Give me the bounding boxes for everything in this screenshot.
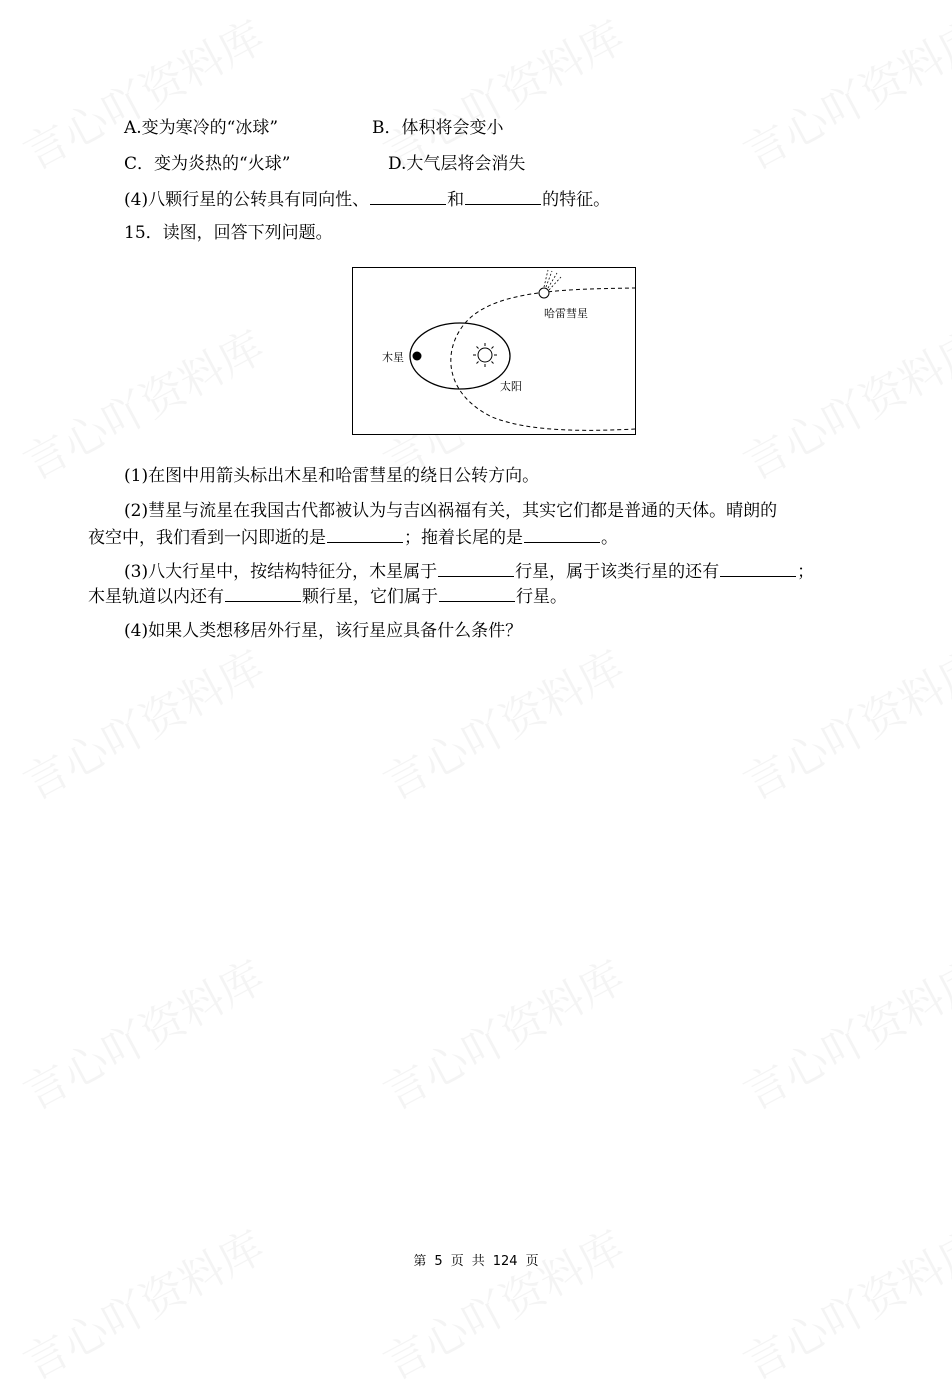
question-text: 夜空中，我们看到一闪即逝的是 <box>88 528 326 548</box>
watermark <box>730 942 952 1122</box>
watermark <box>730 1212 952 1392</box>
watermark <box>730 632 952 812</box>
comet-label: 哈雷彗星 <box>544 307 588 320</box>
question-15-2-line2 <box>88 526 618 549</box>
question-text: 。 <box>601 528 618 548</box>
watermark <box>730 2 952 182</box>
question-text: ； <box>797 562 815 582</box>
answer-blank[interactable] <box>465 188 541 205</box>
page-footer <box>0 1250 952 1269</box>
question-text: (3)八大行星中，按结构特征分，木星属于 <box>124 562 438 582</box>
question-15-3-line2 <box>88 585 567 608</box>
watermark <box>370 1212 633 1392</box>
option-a: A.变为寒冷的“冰球” <box>124 118 279 138</box>
question-text: 木星轨道以内还有 <box>88 587 224 607</box>
option-d: D.大气层将会消失 <box>388 154 526 174</box>
footer-mid1: 页 <box>450 1254 464 1269</box>
question-text: 的特征。 <box>542 190 611 210</box>
footer-mid2: 共 <box>471 1254 485 1269</box>
watermark <box>10 1212 273 1392</box>
jupiter-label: 木星 <box>382 351 404 364</box>
question-text: 颗行星，它们属于 <box>302 587 438 607</box>
footer-suffix: 页 <box>525 1254 539 1269</box>
total-pages: 124 <box>492 1254 518 1269</box>
question-text: 和 <box>447 190 465 210</box>
answer-blank[interactable] <box>327 526 403 543</box>
watermark <box>370 942 633 1122</box>
question-text: ；拖着长尾的是 <box>404 528 523 548</box>
answer-blank[interactable] <box>225 585 301 602</box>
jupiter-dot <box>413 352 422 361</box>
question-15-3-line1 <box>124 560 814 583</box>
option-c: C．变为炎热的“火球” <box>124 154 291 174</box>
answer-blank[interactable] <box>438 560 514 577</box>
answer-blank[interactable] <box>370 188 446 205</box>
sun-label: 太阳 <box>500 380 522 393</box>
answer-blank[interactable] <box>720 560 796 577</box>
question-15-title: 15．读图，回答下列问题。 <box>124 223 333 243</box>
page-number: 5 <box>434 1254 443 1269</box>
option-b: B．体积将会变小 <box>372 118 504 138</box>
question-text: 行星，属于该类行星的还有 <box>515 562 720 582</box>
answer-blank[interactable] <box>524 526 600 543</box>
watermark <box>370 632 633 812</box>
answer-blank[interactable] <box>439 585 515 602</box>
watermark <box>730 312 952 492</box>
question-text: (4)八颗行星的公转具有同向性、 <box>124 190 370 210</box>
question-15-4: (4)如果人类想移居外行星，该行星应具备什么条件？ <box>124 621 523 641</box>
question-15-1: (1)在图中用箭头标出木星和哈雷彗星的绕日公转方向。 <box>124 466 540 486</box>
solar-orbit-diagram <box>352 267 636 436</box>
question-15-2-line1: (2)彗星与流星在我国古代都被认为与吉凶祸福有关，其实它们都是普通的天体。晴朗的 <box>124 501 778 521</box>
watermark <box>10 632 273 812</box>
question-text: 行星。 <box>516 587 567 607</box>
footer-prefix: 第 <box>413 1254 427 1269</box>
watermark <box>10 942 273 1122</box>
question-14-4 <box>124 188 610 211</box>
